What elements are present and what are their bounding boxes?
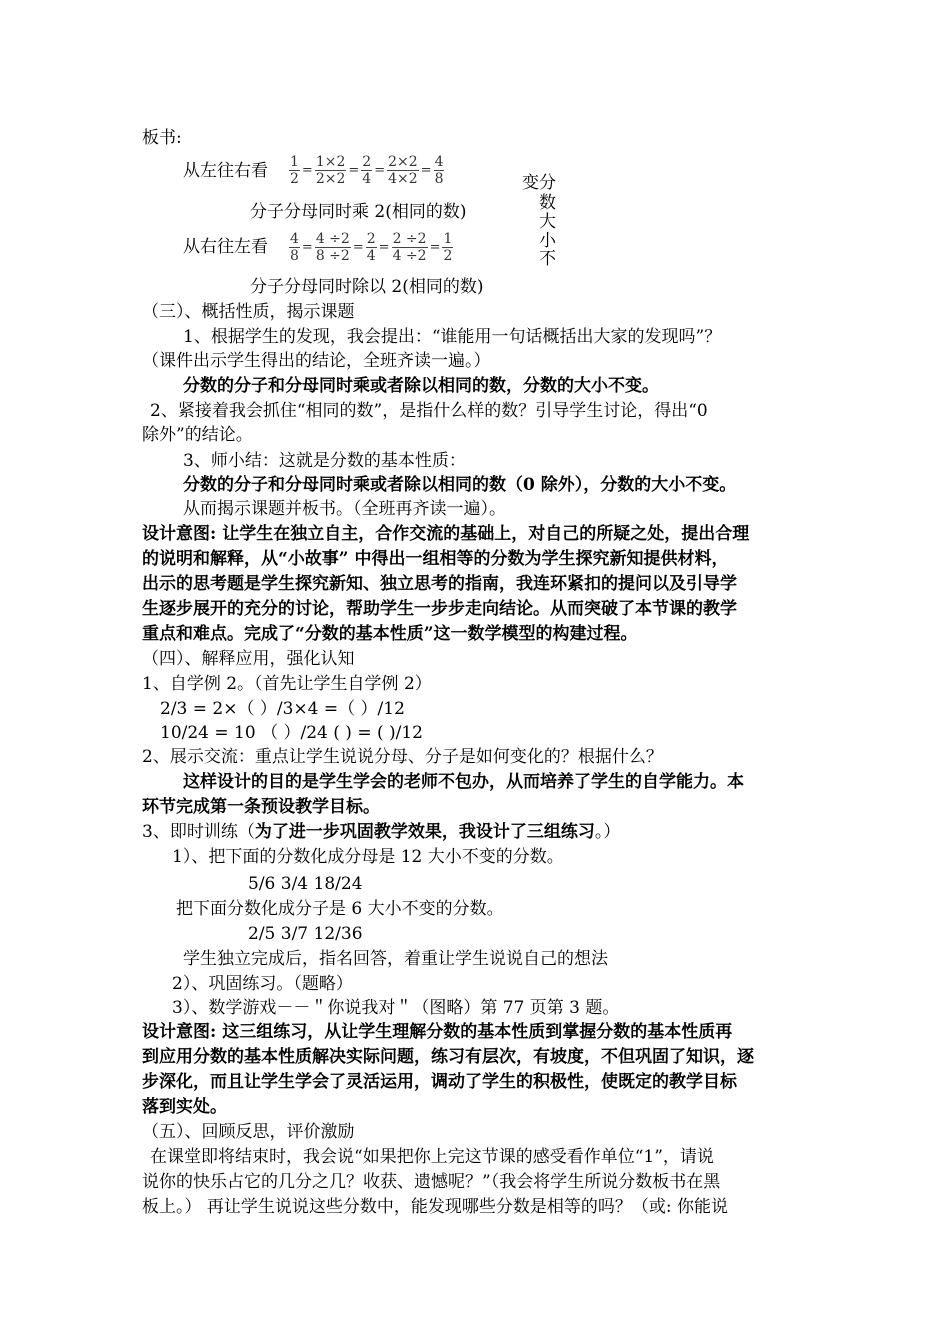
paragraph-line: 学生独立完成后，指名回答，着重让学生说说自己的想法 — [183, 949, 608, 969]
paragraph-line: 2、紧接着我会抓住“相同的数”，是指什么样的数？引导学生讨论，得出“0 — [150, 401, 708, 421]
emphasis-line: 这样设计的目的是学生学会的老师不包办，从而培养了学生的自学能力。本 — [183, 772, 744, 792]
exercise-line: 2/3 = 2×（ ）/3×4 =（ ）/12 — [160, 699, 405, 719]
design-intent-line: 重点和难点。完成了“分数的基本性质”这一数学模型的构建过程。 — [142, 624, 638, 644]
side-text-2: 数 — [539, 193, 556, 213]
design-intent-line: 出示的思考题是学生探究新知、独立思考的指南，我连环紧扣的提问以及引导学 — [142, 574, 737, 594]
design-intent-line: 到应用分数的基本性质解决实际问题，练习有层次，有坡度，不但巩固了知识，逐 — [142, 1047, 754, 1067]
paragraph-line: 3、师小结：这就是分数的基本性质： — [183, 451, 466, 471]
emphasis-line: 环节完成第一条预设教学目标。 — [142, 797, 380, 817]
paragraph-line: 在课堂即将结束时，我会说“如果把你上完这节课的感受看作单位“1”，请说 — [150, 1147, 714, 1167]
paragraph-line: 2、展示交流：重点让学生说说分母、分子是如何变化的？根据什么？ — [142, 747, 663, 767]
paragraph-line: 2）、巩固练习。（题略） — [172, 974, 353, 994]
ltr-fraction-chain: $\frac{1}{2}$ = $\frac{1\times 2}{2\times 2}$ = $\frac{2}{4}$ = $\frac{2\times 2}{4\times 2}$ = $\frac{4}{8}$ — [290, 154, 444, 187]
rtl-note: 分子分母同时除以 2(相同的数) — [250, 277, 484, 297]
fraction: $\frac{1}{2}$ — [443, 231, 453, 264]
paragraph-line: 把下面分数化成分子是 6 大小不变的分数。 — [176, 899, 504, 919]
paragraph-line: 说你的快乐占它的几分之几？收获、遗憾呢？”（我会将学生所说分数板书在黑 — [142, 1172, 721, 1192]
rtl-fraction-chain: $\frac{4}{8}$ = $\frac{4 \div 2}{8 \div 2}$ = $\frac{2}{4}$ = $\frac{2 \div 2}{4 \div 2}$ = $\frac{1}{2}$ — [290, 231, 453, 264]
section-heading-5: （五）、回顾反思，评价激励 — [142, 1122, 355, 1142]
fraction: $\frac{4}{8}$ — [290, 231, 299, 264]
design-intent-line: 设计意图: 让学生在独立自主，合作交流的基础上，对自己的所疑之处，提出合理 — [142, 524, 750, 544]
exercise-line: 10/24 = 10 （ ）/24 ( ) = ( )/12 — [160, 723, 423, 743]
fraction: $\frac{2 \div 2}{4 \div 2}$ — [392, 231, 427, 264]
side-text-3: 大 — [539, 212, 556, 232]
paragraph-line: 1、根据学生的发现，我会提出：“谁能用一句话概括出大家的发现吗”？ — [183, 327, 722, 347]
paragraph-line: （课件出示学生得出的结论，全班齐读一遍。） — [142, 351, 491, 371]
fraction: $\frac{1\times 2}{2\times 2}$ — [315, 154, 346, 187]
exercise-line: 2/5 3/7 12/36 — [248, 924, 363, 944]
design-intent-line: 设计意图: 这三组练习，从让学生理解分数的基本性质到掌握分数的基本性质再 — [142, 1022, 733, 1042]
rtl-label: 从右往左看 — [183, 237, 268, 257]
paragraph-line: 除外”的结论。 — [142, 425, 253, 445]
design-intent-line: 步深化，而且让学生学会了灵活运用，调动了学生的积极性，使既定的教学目标 — [142, 1072, 737, 1092]
fraction: $\frac{4 \div 2}{8 \div 2}$ — [315, 231, 350, 264]
paragraph-line: 板上。） 再让学生说说这些分数中，能发现哪些分数是相等的吗？（或: 你能说 — [142, 1197, 729, 1217]
paragraph-line: 1、自学例 2。（首先让学生自学例 2） — [142, 674, 432, 694]
paragraph-line: 3）、数学游戏－－＂你说我对＂（图略）第 77 页第 3 题。 — [172, 998, 620, 1018]
paragraph-line: 从而揭示课题并板书。（全班再齐读一遍）。 — [183, 499, 506, 519]
side-text-1: 变分 — [522, 173, 556, 193]
design-intent-line: 的说明和解释，从“小故事” 中得出一组相等的分数为学生探究新知提供材料， — [142, 549, 729, 569]
design-intent-line: 落到实处。 — [142, 1097, 227, 1117]
exercise-line: 5/6 3/4 18/24 — [248, 874, 363, 894]
ltr-label: 从左往右看 — [183, 161, 268, 181]
fraction: $\frac{2}{4}$ — [362, 154, 372, 187]
fraction: $\frac{2\times 2}{4\times 2}$ — [388, 154, 418, 187]
section-heading-4: （四）、解释应用，强化认知 — [142, 649, 355, 669]
side-text-5: 不 — [539, 249, 556, 269]
fraction: $\frac{2}{4}$ — [366, 231, 376, 264]
paragraph-line: 3、即时训练（为了进一步巩固教学效果，我设计了三组练习。） — [142, 822, 621, 842]
emphasis-line: 分数的分子和分母同时乘或者除以相同的数（0 除外），分数的大小不变。 — [183, 475, 737, 495]
section-heading-3: （三）、概括性质，揭示课题 — [142, 302, 355, 322]
fraction: $\frac{1}{2}$ — [290, 154, 299, 187]
fraction: $\frac{4}{8}$ — [434, 154, 444, 187]
emphasis-line: 分数的分子和分母同时乘或者除以相同的数，分数的大小不变。 — [183, 376, 659, 396]
side-text-4: 小 — [539, 231, 556, 251]
paragraph-line: 1）、把下面的分数化成分母是 12 大小不变的分数。 — [172, 847, 564, 867]
ltr-note: 分子分母同时乘 2(相同的数) — [250, 202, 467, 222]
design-intent-line: 生逐步展开的充分的讨论，帮助学生一步步走向结论。从而突破了本节课的教学 — [142, 599, 737, 619]
board-label: 板书: — [142, 128, 182, 148]
